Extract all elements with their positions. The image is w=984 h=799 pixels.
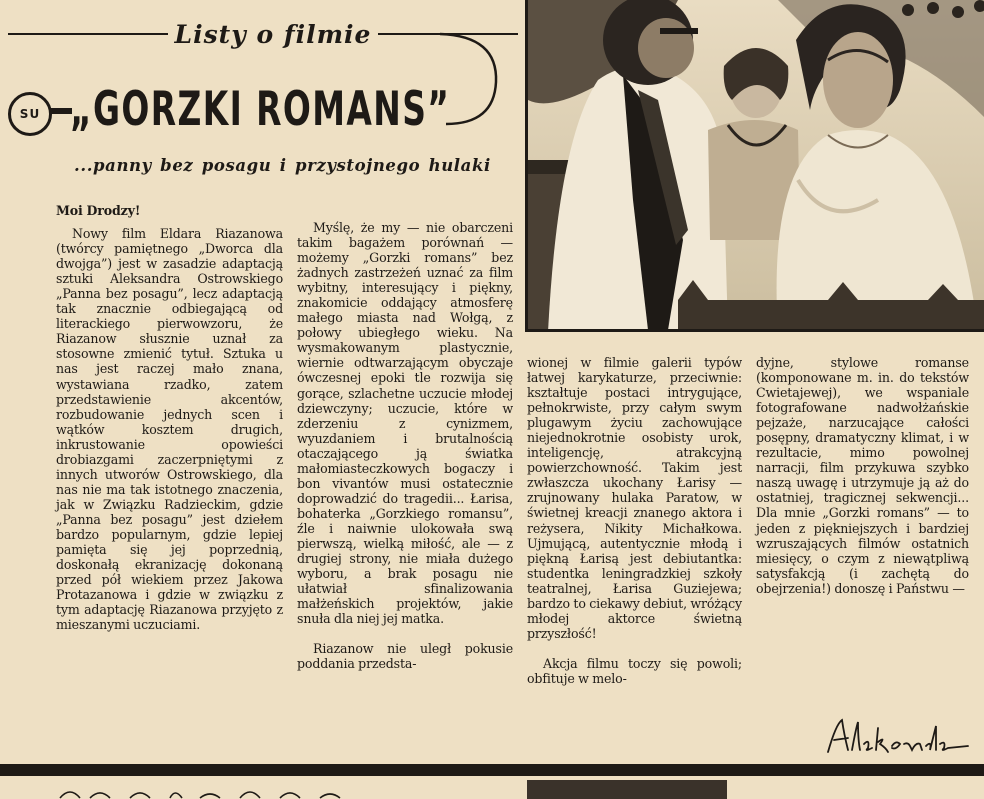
article-paragraph: Myślę, że my — nie obarczeni takim bagażem porównań — możemy „Gorzki romans” bez żadnych zastrzeżeń uznać za film wybitny, interesujący i piękny, znakomicie oddający atmosferę małego miasta nad Wołgą, z połowy ubiegłego wieku. Na wysmakowanym plastycznie, wiernie odtwarzającym obyczaje ówczesnej epoki tle rozwija się gorące, szlachetne uczucie młodej dziewczyny; uczucie, które w zderzeniu z cynizmem, wyuzdaniem i brutalnością otaczającego ją światka małomiasteczkowych bogaczy i bon vivantów musi ostatecznie doprowadzić do tragedii... Łarisa, bohaterka „Gorzkiego romansu”, źle i naiwnie ulokowała swą pierwszą, wielką miłość, ale — z drugiej strony, nie miała dużego wyboru, a brak posagu nie ułatwiał sfinalizowania małżeńskich projektów, jakie snuła dla niej jej matka.: [297, 220, 513, 627]
rubric-title: Listy o filmie: [174, 19, 372, 49]
film-still-photo: [525, 0, 984, 332]
article-paragraph: Nowy film Eldara Riazanowa (twórcy pamiętnego „Dworca dla dwojga”) jest w zasadzie adaptacją sztuki Aleksandra Ostrowskiego „Panna bez posagu”, lecz adaptacją tak znacznie odbiegającą od literackiego pierwowzoru, że Riazanow słusznie uznał za stosowne zmienić tytuł. Sztuka u nas jest raczej mało znana, wystawiana rzadko, zatem przedstawienie akcentów, rozbudowanie jednych scen i wątków kosztem drugich, inkrustowanie opowieści drobiazgami zaczerpniętymi z innych utworów Ostrowskiego, dla nas nie ma tak istotnego znaczenia, jak w Związku Radzieckim, gdzie „Panna bez posagu” jest dziełem bardzo popularnym, gdzie lepiej pamięta się jej poprzednią, doskonałą ekranizację dokonaną przed pół wiekiem przez Jakowa Protazanowa i gdzie w związku z tym adaptację Riazanowa przyjęto z mieszanymi uczuciami.: [56, 226, 283, 633]
badge-connector: [50, 108, 72, 114]
article-column-2: [297, 220, 513, 671]
author-signature: [822, 714, 972, 764]
article-paragraph: Akcja filmu toczy się powoli; obfituje w melo-: [527, 655, 742, 686]
film-still-illustration: [528, 0, 984, 332]
article-column-1: [56, 203, 283, 632]
article-paragraph: dyjne, stylowe romanse (komponowane m. in. do tekstów Cwietajewej), we wspaniale fotografowane nadwołżańskie pejzaże, narzucające całości posępny, dramatyczny klimat, i w rezultacie, mimo powolnej narracji, film przykuwa szybko naszą uwagę i utrzymuje ją aż do ostatniej, tragicznej sekwencji... Dla mnie „Gorzki romans” — to jeden z piękniejszych i bardziej wzruszających filmów ostatnich miesięcy, o czym z niewątpliwą satysfakcją (i zachętą do obejrzenia!) donoszę i Państwu —: [756, 355, 969, 596]
article-paragraph: Riazanow nie uległ pokusie poddania przedsta-: [297, 641, 513, 672]
article-column-3: [527, 355, 742, 686]
article-column-4: [756, 355, 969, 596]
article-paragraph: wionej w filmie galerii typów łatwej karykaturze, przeciwnie: kształtuje postaci intrygujące, pełnokrwiste, przy całym swym plugawym życiu zachowujące niejednokrotnie osobisty urok, inteligencję, atrakcyjną powierzchowność. Takim jest zwłaszcza ukochany Łarisy — zrujnowany hulaka Paratow, w świetnej kreacji znanego aktora i reżysera, Nikity Michałkowa. Ujmującą, autentycznie młodą i piękną Łarisą jest debiutantka: studentka leningradzkiej szkoły teatralnej, Łarisa Guziejewa; bardzo to ciekawy debiut, wróżący młodej aktorce świetną przyszłość!: [527, 355, 743, 641]
section-badge: [8, 92, 52, 136]
section-badge-label: SU: [19, 107, 41, 121]
article-salutation: Moi Drodzy!: [56, 203, 141, 218]
article-title: „GORZKI ROMANS”: [70, 82, 451, 137]
next-article-heading-fragment: [0, 776, 520, 799]
next-article-photo-fragment: [527, 780, 727, 799]
next-article-strip: [0, 776, 984, 799]
article-subtitle: ...panny bez posagu i przystojnego hulaki: [74, 156, 491, 175]
page-bottom-rule: [0, 764, 984, 776]
